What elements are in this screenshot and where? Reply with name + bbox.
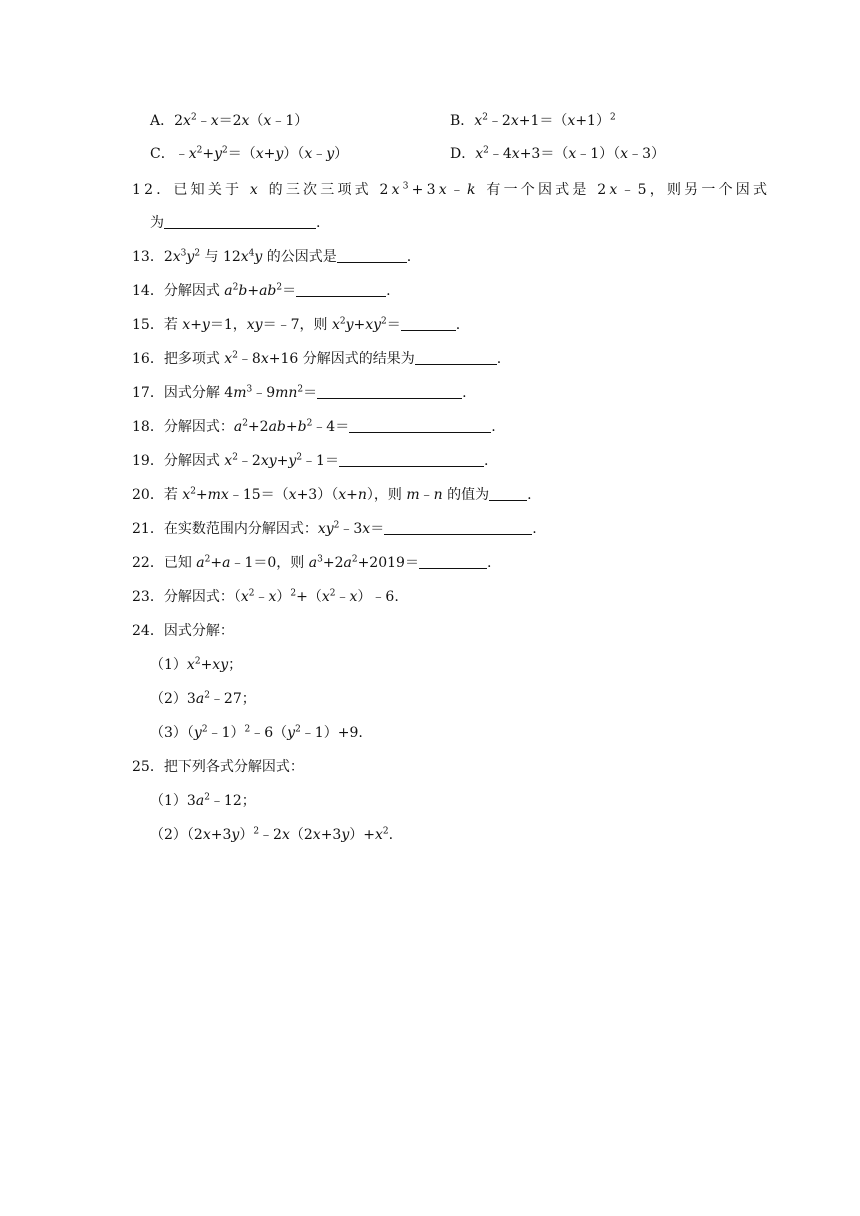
question-24-part-1: $(1)x^2+xy$； — [150, 656, 243, 673]
question-25-part-1: $(1)3a^2﹣12$； — [150, 792, 256, 809]
answer-blank[interactable] — [317, 384, 462, 399]
q22-mid: ，则 — [276, 555, 305, 571]
q12-text-d: ，则另一个因式 — [649, 182, 771, 198]
period: . — [491, 419, 496, 435]
q15-text: 若 — [163, 317, 178, 333]
question-number: 14． — [132, 283, 164, 299]
q17-text: 因式分解 — [163, 385, 220, 401]
question-12-line-2 — [150, 213, 320, 233]
q12-text-c: 有一个因式是 — [486, 182, 590, 198]
question-20: 20．若 $x^2+mx﹣15=(x+3)(x+n)$，则 m﹣n 的值为 . — [132, 486, 532, 503]
option-a-label: A． — [150, 113, 175, 129]
question-number: 15． — [132, 317, 164, 333]
period: . — [496, 351, 502, 367]
part-label: （2） — [150, 691, 187, 707]
question-13: 13．$2x^3y^2$ 与 $12x^4y$ 的公因式是 . — [132, 248, 412, 265]
answer-blank[interactable] — [339, 452, 484, 467]
question-21: 21．在实数范围内分解因式：$xy^2﹣3x=$ . — [132, 520, 537, 537]
question-number: 23． — [132, 589, 164, 605]
q20-tail: 的值为 — [447, 487, 490, 503]
answer-blank[interactable] — [415, 350, 497, 365]
q24-text: 因式分解： — [163, 623, 234, 639]
question-number: 19． — [132, 453, 164, 469]
part-label: （3） — [150, 725, 187, 741]
q13-mid: 与 — [204, 249, 219, 265]
period: . — [532, 521, 537, 537]
option-c: C．$﹣x^2+y^2=(x+y)(x﹣y)$ — [150, 145, 349, 162]
period: . — [462, 385, 467, 401]
option-d-label: D． — [450, 146, 476, 162]
q16-text: 把多项式 — [163, 351, 220, 367]
q12-text-e: 为 — [150, 215, 164, 231]
option-b-label: B． — [450, 113, 475, 129]
question-19: 19．分解因式 $x^2﹣2xy+y^2﹣1=$ . — [132, 452, 489, 469]
period: . — [527, 487, 532, 503]
answer-blank[interactable] — [349, 418, 491, 433]
question-24-part-2: $(2)3a^2﹣27$； — [150, 690, 256, 707]
question-18: 18．分解因式：$a^2+2ab+b^2﹣4=$ . — [132, 418, 496, 435]
q13-tail: 的公因式是 — [266, 249, 337, 265]
question-number: 18． — [132, 419, 164, 435]
question-number: 24． — [132, 623, 164, 639]
q14-text: 分解因式 — [163, 283, 220, 299]
question-24-part-3: $(3)(y^2﹣1)^2﹣6(y^2﹣1)+9$. — [150, 724, 363, 741]
answer-blank[interactable] — [401, 316, 456, 331]
q25-text: 把下列各式分解因式： — [163, 759, 304, 775]
question-number: 22． — [132, 555, 164, 571]
question-number: 21． — [132, 521, 164, 537]
q16-tail: 分解因式的结果为 — [302, 351, 415, 367]
question-number: 17． — [132, 385, 164, 401]
option-b: B．$x^2﹣2x+1=(x+1)^2$ — [450, 112, 616, 129]
q18-text: 分解因式： — [163, 419, 234, 435]
option-a: A．$2x^2﹣x=2x(x﹣1)$ — [150, 112, 309, 129]
part-label: （2） — [150, 827, 187, 843]
answer-blank[interactable] — [296, 282, 386, 297]
answer-blank[interactable] — [489, 486, 527, 501]
question-12-line-1: 12．已知关于 x 的三次三项式 $2x^3+3x﹣k$ 有一个因式是 2x﹣5，则另一个因式 — [132, 181, 771, 198]
q19-text: 分解因式 — [163, 453, 220, 469]
question-15: 15．若 x+y＝1，xy＝﹣7，则 $x^2y+xy^2=$ . — [132, 316, 461, 333]
answer-blank[interactable] — [164, 214, 316, 229]
period: . — [394, 589, 399, 605]
answer-blank[interactable] — [337, 248, 407, 263]
period: . — [406, 249, 412, 265]
question-number: 16． — [132, 351, 164, 367]
equals: ＝ — [282, 283, 297, 299]
question-25-part-2: $(2)(2x+3y)^2﹣2x(2x+3y)+x^2$. — [150, 826, 394, 843]
q23-text: 分解因式： — [163, 589, 234, 605]
q21-text: 在实数范围内分解因式： — [163, 521, 318, 537]
option-c-label: C． — [150, 146, 175, 162]
question-number: 20． — [132, 487, 164, 503]
period: . — [316, 215, 321, 231]
question-number: 12． — [132, 182, 174, 198]
answer-blank[interactable] — [419, 554, 487, 569]
question-17: 17．因式分解 $4m^3﹣9mn^2=$ . — [132, 384, 467, 401]
period: . — [455, 317, 461, 333]
question-16: 16．把多项式 $x^2﹣8x+16$ 分解因式的结果为 . — [132, 350, 502, 367]
q20-text: 若 — [163, 487, 178, 503]
period: . — [483, 453, 489, 469]
option-d: D．$x^2﹣4x+3=(x﹣1)(x﹣3)$ — [450, 145, 665, 162]
q12-text-a: 已知关于 — [173, 182, 243, 198]
period: . — [386, 283, 391, 299]
part-label: （1） — [150, 657, 187, 673]
question-22: 22．已知 $a^2+a﹣1=0$，则 $a^3+2a^2+2019=$ . — [132, 554, 492, 571]
period: . — [486, 555, 492, 571]
question-23: 23．分解因式：$(x^2﹣x)^2+(x^2﹣x)﹣6$. — [132, 588, 399, 605]
part-label: （1） — [150, 793, 187, 809]
question-25 — [132, 757, 304, 777]
question-number: 25． — [132, 759, 164, 775]
question-24 — [132, 621, 234, 641]
q22-text: 已知 — [163, 555, 192, 571]
question-number: 13． — [132, 249, 164, 265]
answer-blank[interactable] — [384, 520, 532, 535]
question-14: 14．分解因式 $a^2b+ab^2=$ . — [132, 282, 391, 299]
q12-text-b: 的三次三项式 — [268, 182, 372, 198]
